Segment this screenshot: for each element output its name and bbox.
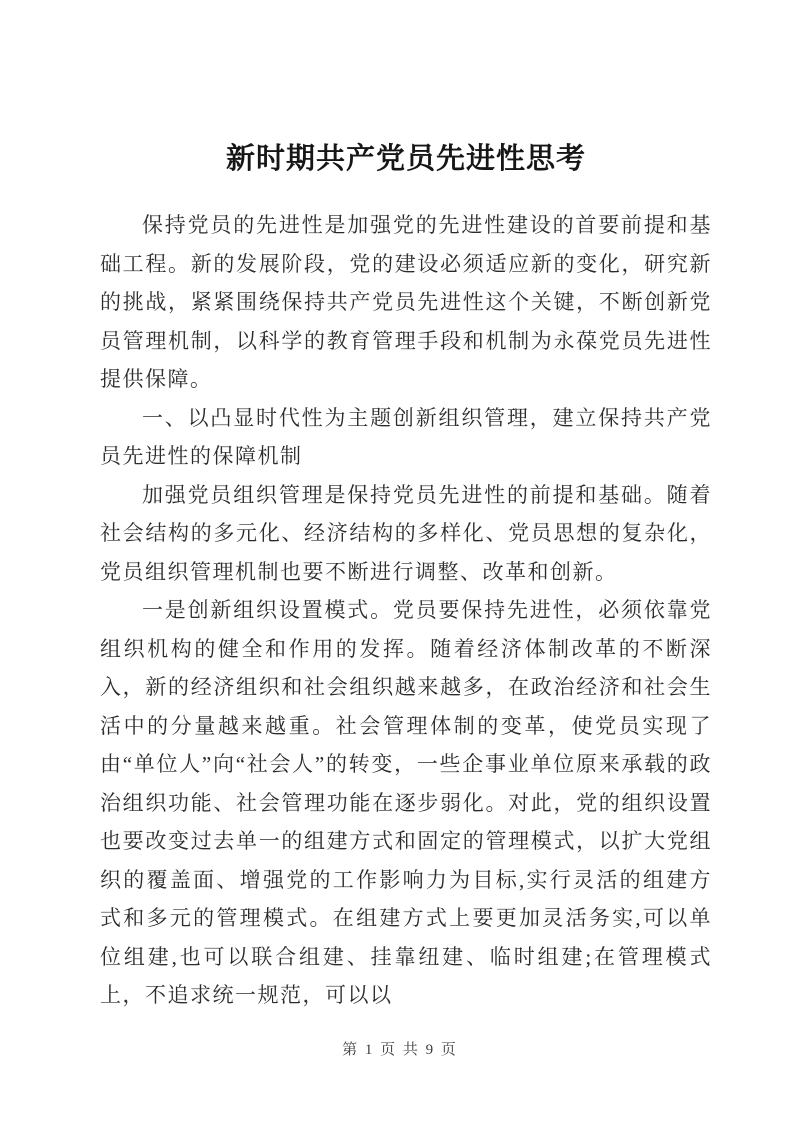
paragraph-body: 一是创新组织设置模式。党员要保持先进性，必须依靠党组织机构的健全和作用的发挥。随着经济体制改革的不断深入，新的经济组织和社会组织越来越多，在政治经济和社会生活中的分量越来越重。社会管理体制的变革，使党员实现了由“单位人”向“社会人”的转变，一些企事业单位原来承载的政治组织功能、社会管理功能在逐步弱化。对此，党的组织设置也要改变过去单一的组建方式和固定的管理模式，以扩大党组织的覆盖面、增强党的工作影响力为目标,实行灵活的组建方式和多元的管理模式。在组建方式上要更加灵活务实,可以单位组建,也可以联合组建、挂靠纽建、临时组建;在管理模式上，不追求统一规范，可以以 <box>100 598 712 1007</box>
document-content <box>100 138 712 1015</box>
page-number-footer: 第 1 页 共 9 页 <box>342 1042 458 1058</box>
paragraph-body: 加强党员组织管理是保持党员先进性的前提和基础。随着社会结构的多元化、经济结构的多样化、党员思想的复杂化，党员组织管理机制也要不断进行调整、改革和创新。 <box>100 482 712 584</box>
document-title: 新时期共产党员先进性思考 <box>225 143 586 175</box>
paragraph-section-heading: 一、以凸显时代性为主题创新组织管理，建立保持共产党员先进性的保障机制 <box>100 405 712 468</box>
paragraph-intro: 保持党员的先进性是加强党的先进性建设的首要前提和基础工程。新的发展阶段，党的建设必须适应新的变化，研究新的挑战，紧紧围绕保持共产党员先进性这个关键，不断创新党员管理机制，以科学的教育管理手段和机制为永葆党员先进性提供保障。 <box>100 213 712 391</box>
